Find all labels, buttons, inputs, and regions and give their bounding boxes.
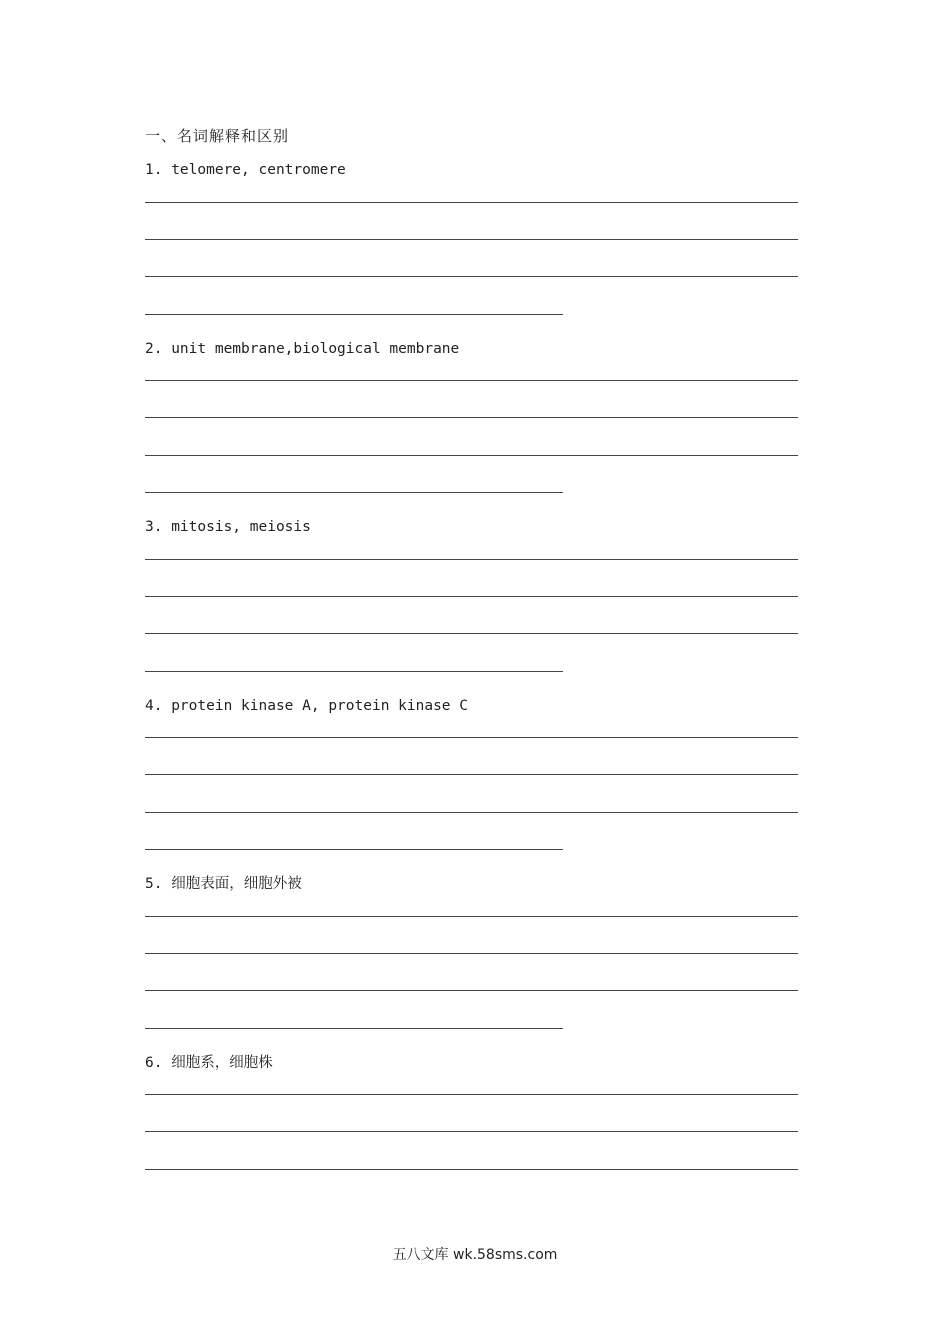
answer-line bbox=[145, 1169, 798, 1170]
question-2: 2. unit membrane,biological membrane bbox=[145, 341, 460, 357]
answer-line bbox=[145, 596, 798, 597]
question-4: 4. protein kinase A, protein kinase C bbox=[145, 698, 469, 714]
question-5: 5. 细胞表面，细胞外被 bbox=[145, 876, 302, 892]
answer-line bbox=[145, 812, 798, 813]
answer-line bbox=[145, 671, 563, 672]
answer-line bbox=[145, 774, 798, 775]
answer-line bbox=[145, 990, 798, 991]
footer-watermark: 五八文库 wk.58sms.com bbox=[392, 1247, 558, 1263]
answer-line bbox=[145, 559, 798, 560]
answer-line bbox=[145, 417, 798, 418]
answer-line bbox=[145, 916, 798, 917]
answer-line bbox=[145, 455, 798, 456]
answer-line bbox=[145, 314, 563, 315]
answer-line bbox=[145, 849, 563, 850]
answer-line bbox=[145, 737, 798, 738]
answer-line bbox=[145, 492, 563, 493]
answer-line bbox=[145, 202, 798, 203]
answer-line bbox=[145, 239, 798, 240]
answer-line bbox=[145, 633, 798, 634]
question-3: 3. mitosis, meiosis bbox=[145, 519, 311, 535]
answer-line bbox=[145, 1094, 798, 1095]
answer-line bbox=[145, 1131, 798, 1132]
answer-line bbox=[145, 380, 798, 381]
question-6: 6. 细胞系，细胞株 bbox=[145, 1055, 273, 1071]
section-title: 一、名词解释和区别 bbox=[145, 127, 290, 145]
answer-line bbox=[145, 276, 798, 277]
answer-line bbox=[145, 1028, 563, 1029]
question-1: 1. telomere, centromere bbox=[145, 162, 346, 178]
answer-line bbox=[145, 953, 798, 954]
